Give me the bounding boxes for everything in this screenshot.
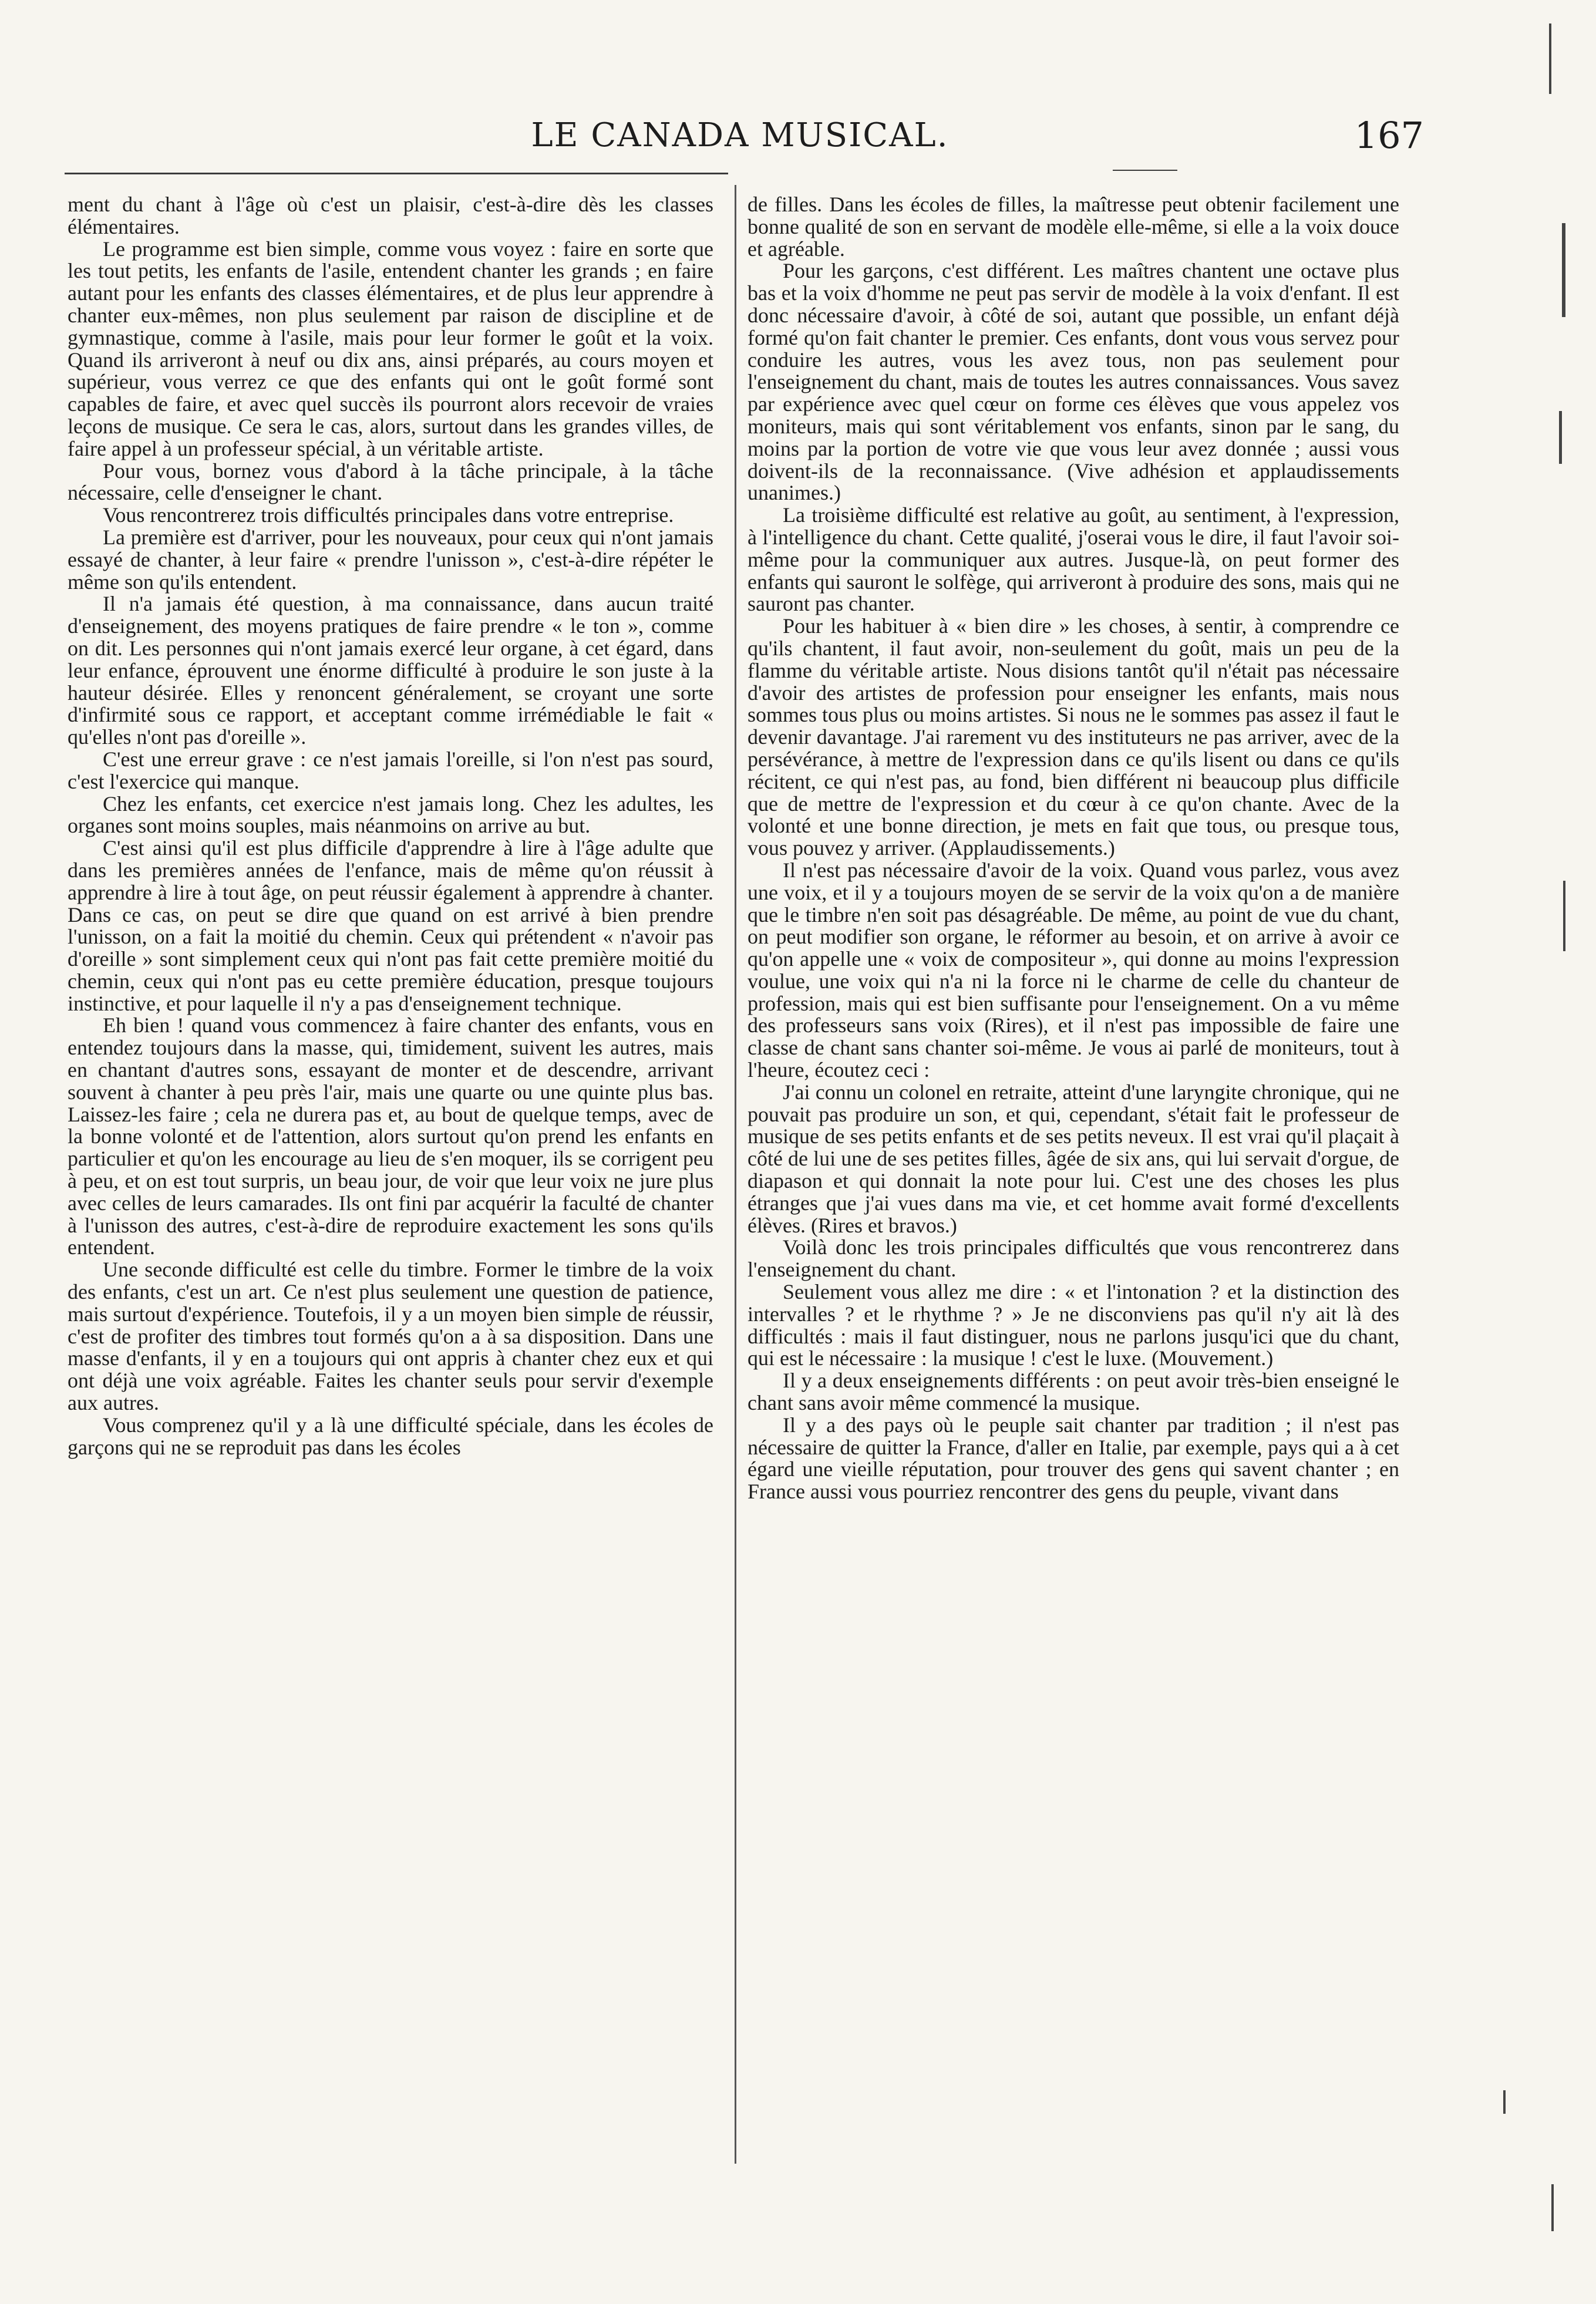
paragraph: Il n'a jamais été question, à ma connaissance, dans aucun traité d'enseignement, des moyens pratiques de faire prendre « le ton », comme on dit. Les personnes qui n'ont jamais exercé leur organe, à cet égard, dans leur enfance, éprouvent une énorme difficulté à produire le son juste à la hauteur désirée. Elles y renoncent généralement, se croyant une sorte d'infirmité sous ce rapport, et acceptant comme irrémédiable le fait « qu'elles n'ont pas d'oreille ». [68,592,713,749]
edge-mark [1551,2184,1554,2231]
paragraph: Pour les garçons, c'est différent. Les maîtres chantent une octave plus bas et la voix d'homme ne peut pas servir de modèle à la voix d'enfant. Il est donc nécessaire d'avoir, à côté de soi, autant que possible, un enfant déjà formé qu'on fait chanter le premier. Ces enfants, dont vous vous servez pour conduire les autres, vous les avez tous, non pas seulement pour l'enseignement du chant, mais de toutes les autres connaissances. Vous savez par expérience avec quel cœur on forme ces élèves que vous appelez vos moniteurs, mais qui sont véritablement vos enfants, sinon par le sang, du moins par la portion de votre vie que vous leur avez donnée ; aussi vous doivent-ils de la reconnaissance. (Vive adhésion et applaudissements unanimes.) [748,259,1399,505]
paragraph: Pour vous, bornez vous d'abord à la tâche principale, à la tâche nécessaire, celle d'enseigner le chant. [68,459,713,505]
right-column [748,194,1399,2149]
left-column [68,194,713,2149]
paragraph: Il y a des pays où le peuple sait chanter par tradition ; il n'est pas nécessaire de quitter la France, d'aller en Italie, par exemple, pays qui a à cet égard une vieille réputation, pour trouver des gens qui savent chanter ; en France aussi vous pourriez rencontrer des gens du peuple, vivant dans [748,1413,1399,1504]
column-divider [735,185,736,2164]
edge-mark [1563,881,1565,951]
header-rule-right [1113,170,1177,171]
paragraph: Vous rencontrerez trois difficultés principales dans votre entreprise. [103,503,674,527]
edge-mark [1503,2090,1506,2114]
paragraph: Vous comprenez qu'il y a là une difficulté spéciale, dans les écoles de garçons qui ne se reproduit pas dans les écoles [68,1413,713,1459]
paragraph: Seulement vous allez me dire : « et l'intonation ? et la distinction des intervalles ? et le rhythme ? » Je ne disconviens pas qu'il n'y ait là des difficultés : mais il faut distinguer, nous ne parlons jusqu'ici que du chant, qui est le nécessaire : la musique ! c'est le luxe. (Mouvement.) [748,1280,1399,1370]
paragraph: La première est d'arriver, pour les nouveaux, pour ceux qui n'ont jamais essayé de chanter, à leur faire « prendre l'unisson », c'est-à-dire répéter le même son qu'ils entendent. [68,525,713,594]
paragraph: Le programme est bien simple, comme vous voyez : faire en sorte que les tout petits, les enfants de l'asile, entendent chanter les grands ; en faire autant pour les enfants des classes élémentaires, et de plus leur apprendre à chanter eux-mêmes, non plus seulement par raison de discipline et de gymnastique, comme à l'asile, mais pour leur former le goût et la voix. Quand ils arriveront à neuf ou dix ans, ainsi préparés, au cours moyen et supérieur, vous verrez ce que des enfants qui ont le goût formé sont capables de faire, et avec quel succès ils pourront alors recevoir de vraies leçons de musique. Ce sera le cas, alors, surtout dans les grandes villes, de faire appel à un professeur spécial, à un véritable artiste. [68,237,713,460]
paragraph: Il n'est pas nécessaire d'avoir de la voix. Quand vous parlez, vous avez une voix, et il y a toujours moyen de se servir de la voix qu'on a de manière que le timbre n'en soit pas désagréable. De même, au point de vue du chant, on peut modifier son organe, le réformer au besoin, et on arrive à avoir ce qu'on appelle une « voix de compositeur », qui donne au moins l'expression voulue, une voix qui n'a ni la force ni le charme de celle du chanteur de profession, mais qui est bien suffisante pour l'enseignement. On a vu même des professeurs sans voix (Rires), et il n'est pas impossible de faire une classe de chant sans chanter soi-même. Je vous ai parlé de moniteurs, tout à l'heure, écoutez ceci : [748,858,1399,1082]
edge-mark [1549,23,1551,94]
paragraph: Pour les habituer à « bien dire » les choses, à sentir, à comprendre ce qu'ils chantent, il faut avoir, non-seulement du goût, mais un peu de la flamme du véritable artiste. Nous disions tantôt qu'il n'était pas nécessaire d'avoir des artistes de profession pour enseigner les enfants, mais nous sommes tous plus ou moins artistes. Si nous ne le sommes pas assez il faut le devenir davantage. J'ai rarement vu des instituteurs ne pas arriver, avec de la persévérance, à mettre de l'expression dans ce qu'ils lisent ou dans ce qu'ils récitent, ce qui n'est pas, au fond, bien différent ni beaucoup plus difficile que de mettre de l'expression et du cœur à ce qu'on chante. Avec de la volonté et une bonne direction, je mets en fait que tous, ou presque tous, vous pouvez y arriver. (Applaudissements.) [748,614,1399,860]
paragraph: C'est ainsi qu'il est plus difficile d'apprendre à lire à l'âge adulte que dans les premières années de l'enfance, mais de même qu'on réussit à apprendre à lire à tout âge, on peut réussir également à apprendre à chanter. Dans ce cas, on peut se dire que quand on est arrivé à bien prendre l'unisson, on a fait la moitié du chemin. Ceux qui prétendent « n'avoir pas d'oreille » sont simplement ceux qui n'ont pas fait cette première moitié du chemin, ceux qui n'ont pas eu cette première éducation, presque toujours instinctive, et pour laquelle il n'y a pas d'enseignement technique. [68,836,713,1015]
paragraph: ment du chant à l'âge où c'est un plaisir, c'est-à-dire dès les classes élémentaires. [68,194,713,238]
paragraph: Eh bien ! quand vous commencez à faire chanter des enfants, vous en entendez toujours dans la masse, qui, timidement, suivent les autres, mais en chantant d'autres sons, essayant de monter et de descendre, arrivant souvent à chanter à peu près l'air, mais une quarte ou une quinte plus bas. Laissez-les faire ; cela ne durera pas et, au bout de quelque temps, avec de la bonne volonté et de l'attention, alors surtout qu'on prend les enfants en particulier et qu'on les encourage au lieu de s'en moquer, ils se corrigent peu à peu, et on est tout surpris, un beau jour, de voir que leur voix ne jure plus avec celles de leurs camarades. Ils ont fini par acquérir la faculté de chanter à l'unisson des autres, c'est-à-dire de reproduire exactement les sons qu'ils entendent. [68,1013,713,1259]
page-number: 167 [1354,114,1424,157]
paragraph: Il y a deux enseignements différents : on peut avoir très-bien enseigné le chant sans avoir même commencé la musique. [748,1369,1399,1415]
page-header [56,113,1424,159]
header-rule-left [65,173,728,174]
paragraph: La troisième difficulté est relative au goût, au sentiment, à l'expression, à l'intelligence du chant. Cette qualité, j'oserai vous le dire, il faut l'avoir soi-même pour la communiquer aux autres. Jusque-là, on peut former des enfants qui sauront le solfège, qui arriveront à produire des sons, mais qui ne sauront pas chanter. [748,503,1399,616]
edge-mark [1559,411,1562,464]
paragraph: J'ai connu un colonel en retraite, atteint d'une laryngite chronique, qui ne pouvait pas produire un son, et qui, cependant, s'était fait le professeur de musique de ses petits enfants et de ses petits neveux. Il est vrai qu'il plaçait à côté de lui une de ses petites filles, âgée de six ans, qui lui servait d'orgue, de diapason et qui donnait la note pour lui. C'est une des choses les plus étranges que j'ai vues dans ma vie, et cet homme avait formé d'excellents élèves. (Rires et bravos.) [748,1080,1399,1237]
paragraph: Une seconde difficulté est celle du timbre. Former le timbre de la voix des enfants, c'est un art. Ce n'est plus seulement une question de patience, mais surtout d'expérience. Toutefois, il y a un moyen bien simple de réussir, c'est de profiter des timbres tout formés qu'on a à sa disposition. Dans une masse d'enfants, il y en a toujours qui ont appris à chanter chez eux et qui ont déjà une voix agréable. Faites les chanter seuls pour servir d'exemple aux autres. [68,1258,713,1415]
edge-mark [1562,223,1565,317]
paragraph: C'est une erreur grave : ce n'est jamais l'oreille, si l'on n'est pas sourd, c'est l'exercice qui manque. [68,747,713,793]
running-title: LE CANADA MUSICAL. [531,116,949,154]
paragraph: Chez les enfants, cet exercice n'est jamais long. Chez les adultes, les organes sont moins souples, mais néanmoins on arrive au but. [68,791,713,838]
paragraph: Voilà donc les trois principales difficultés que vous rencontrerez dans l'enseignement du chant. [748,1235,1399,1282]
paragraph: de filles. Dans les écoles de filles, la maîtresse peut obtenir facilement une bonne qualité de son en servant de modèle elle-même, si elle a la voix douce et agréable. [748,194,1399,261]
